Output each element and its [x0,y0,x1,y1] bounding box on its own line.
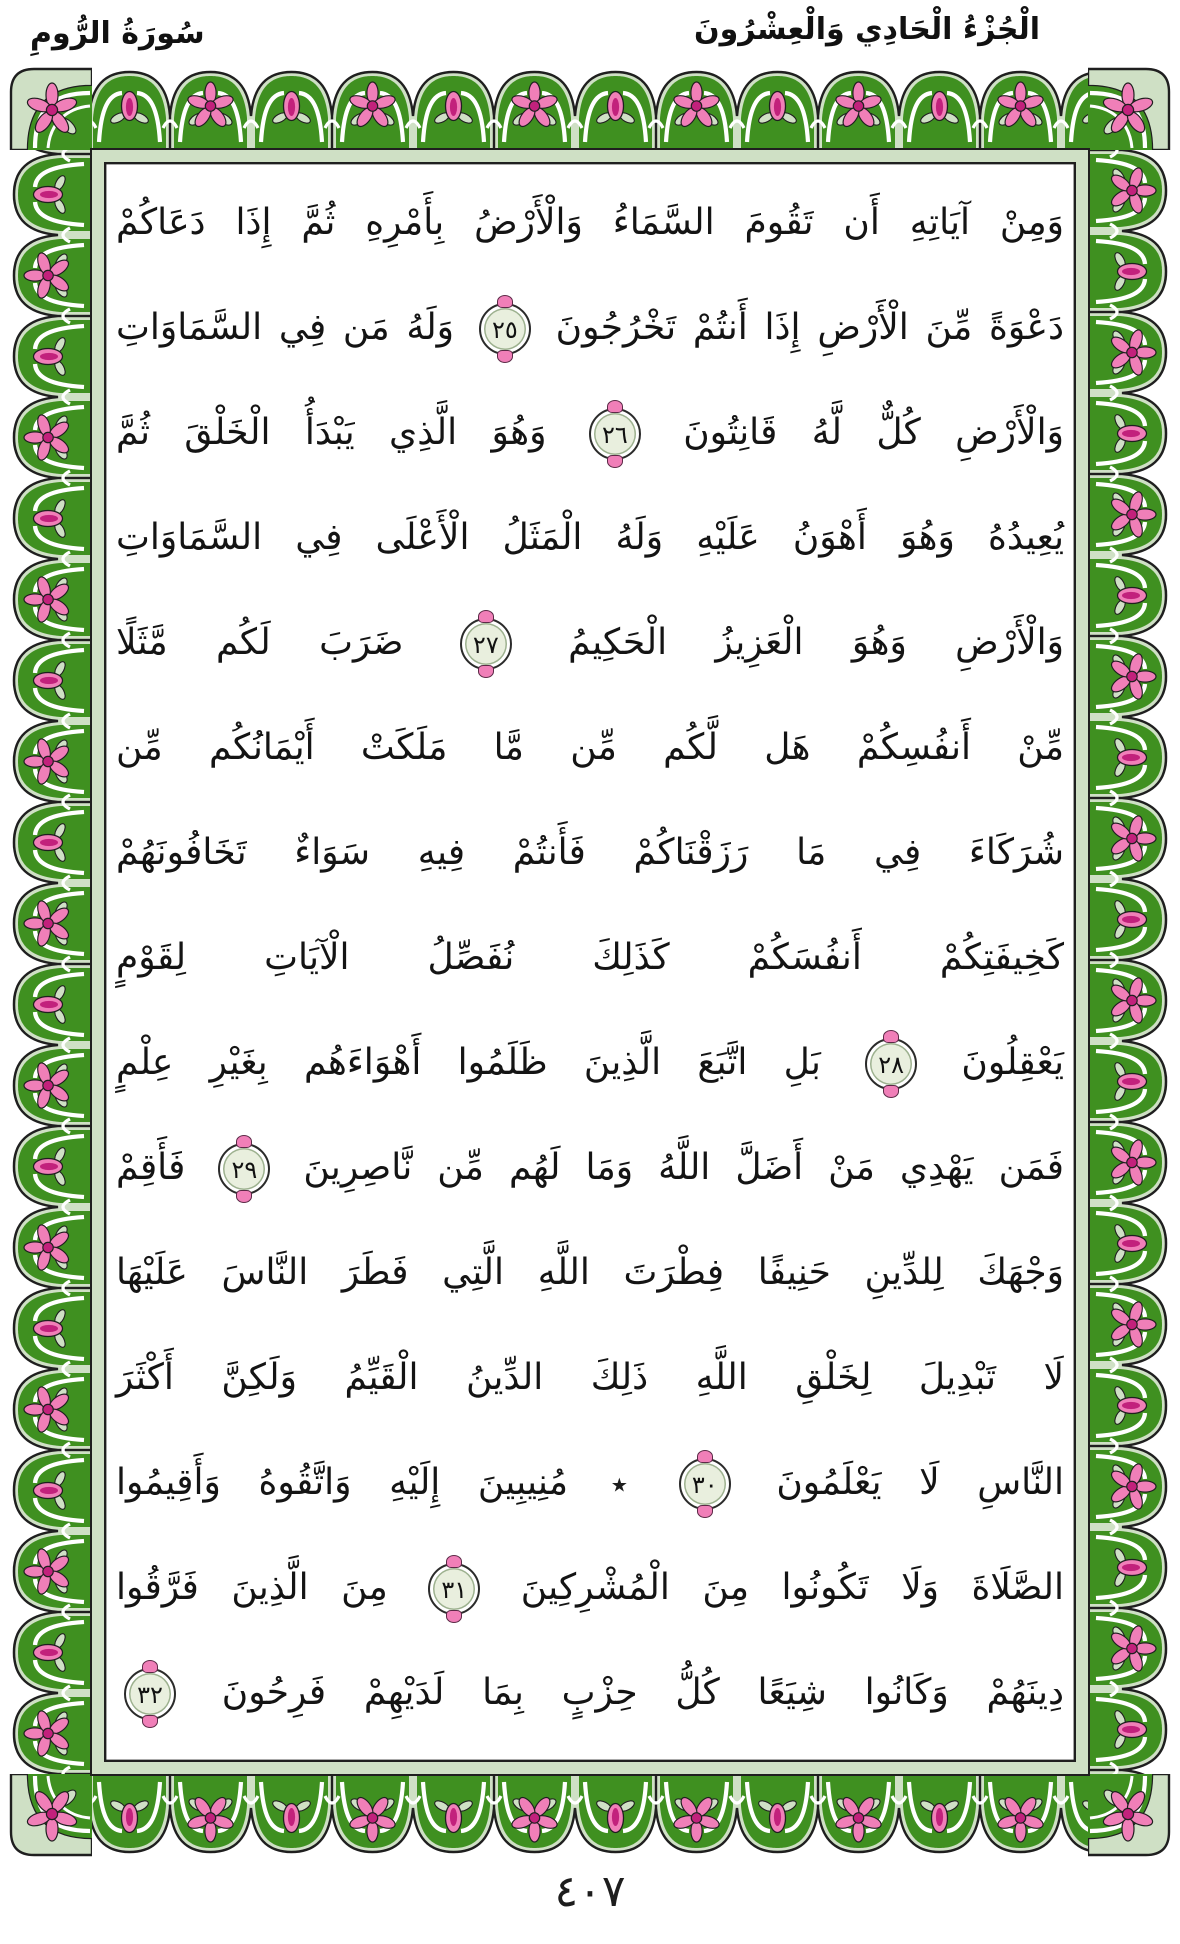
quran-line [116,1430,1064,1535]
ayah-text: فَمَن يَهْدِي مَنْ أَضَلَّ اللَّهُ وَمَا لَهُم مِّن نَّاصِرِينَ [303,1147,1064,1188]
verse-number: ٢٥ [491,316,518,344]
ayah-text: بَلِ اتَّبَعَ الَّذِينَ ظَلَمُوا أَهْوَاءَهُم بِغَيْرِ عِلْمٍ [116,1042,821,1083]
verse-marker [218,1143,270,1195]
surah-label: سُورَةُ الرُّومِ [30,16,205,51]
ayah-text: كَخِيفَتِكُمْ أَنفُسَكُمْ كَذَلِكَ نُفَصِّلُ الْآيَاتِ لِقَوْمٍ [116,937,1064,978]
verse-number: ٢٦ [601,421,628,449]
quran-line [116,1640,1064,1745]
quran-line [116,1220,1064,1325]
ayah-text: الصَّلَاةَ وَلَا تَكُونُوا مِنَ الْمُشْرِكِينَ [520,1567,1064,1608]
corner-flower-icon [1088,1774,1172,1858]
quran-line [116,905,1064,1010]
corner-flower-icon [8,66,92,150]
ayah-text: لَا تَبْدِيلَ لِخَلْقِ اللَّهِ ذَلِكَ الدِّينُ الْقَيِّمُ وَلَكِنَّ أَكْثَرَ [116,1357,1064,1398]
ayah-text: النَّاسِ لَا يَعْلَمُونَ [776,1462,1064,1503]
ayah-text: دَعْوَةً مِّنَ الْأَرْضِ إِذَا أَنتُمْ تَخْرُجُونَ [555,307,1065,348]
ayah-text: دِينَهُمْ وَكَانُوا شِيَعًا كُلُّ حِزْبٍ بِمَا لَدَيْهِمْ فَرِحُونَ [221,1672,1064,1713]
ayah-text: يُعِيدُهُ وَهُوَ أَهْوَنُ عَلَيْهِ وَلَهُ الْمَثَلُ الْأَعْلَى فِي السَّمَاوَاتِ [116,517,1064,558]
verse-number: ٣٠ [691,1471,718,1499]
border-right-band [1088,150,1172,1774]
ayah-text: ضَرَبَ لَكُم مَّثَلًا [116,622,404,663]
quran-line [116,800,1064,905]
quran-line [116,170,1064,275]
verse-marker [589,408,641,460]
hizb-marker-icon: ٭ [610,1464,629,1503]
verse-number: ٣١ [441,1576,468,1604]
ayah-text: وَهُوَ الَّذِي يَبْدَأُ الْخَلْقَ ثُمَّ [116,412,547,453]
verse-marker [679,1458,731,1510]
verse-marker [124,1668,176,1720]
quran-line [116,1535,1064,1640]
juz-label: الْجُزْءُ الْحَادِي وَالْعِشْرُونَ [694,12,1040,47]
quran-line [116,1325,1064,1430]
corner-flower-icon [8,1774,92,1858]
ayah-text: وَجْهَكَ لِلدِّينِ حَنِيفًا فِطْرَتَ اللَّهِ الَّتِي فَطَرَ النَّاسَ عَلَيْهَا [116,1252,1064,1293]
ayah-text: وَلَهُ مَن فِي السَّمَاوَاتِ [116,307,455,348]
quran-line [116,275,1064,380]
border-top-band [8,66,1172,150]
ayah-text: وَمِنْ آيَاتِهِ أَن تَقُومَ السَّمَاءُ وَالْأَرْضُ بِأَمْرِهِ ثُمَّ إِذَا دَعَاكُمْ [116,202,1064,243]
border-left-band [8,150,92,1774]
verse-number: ٢٨ [878,1051,905,1079]
verse-number: ٢٩ [231,1156,258,1184]
border-bottom-band [8,1774,1172,1858]
quran-line [116,1115,1064,1220]
quran-line [116,695,1064,800]
ayah-text: وَالْأَرْضِ وَهُوَ الْعَزِيزُ الْحَكِيمُ [568,622,1064,663]
verse-number: ٣٢ [137,1681,163,1709]
quran-text-area [116,170,1064,1745]
quran-line [116,1010,1064,1115]
ayah-text: فَأَقِمْ [116,1147,186,1188]
quran-line [116,380,1064,485]
ayah-text: شُرَكَاءَ فِي مَا رَزَقْنَاكُمْ فَأَنتُمْ فِيهِ سَوَاءٌ تَخَافُونَهُمْ [116,832,1064,873]
ayah-text: مِنَ الَّذِينَ فَرَّقُوا [116,1567,388,1608]
ayah-text: مُنِيبِينَ إِلَيْهِ وَاتَّقُوهُ وَأَقِيمُوا [116,1462,569,1503]
verse-marker [479,303,531,355]
verse-marker [460,618,512,670]
corner-flower-icon [1088,66,1172,150]
ayah-text: وَالْأَرْضِ كُلٌّ لَّهُ قَانِتُونَ [683,412,1064,453]
ayah-text: يَعْقِلُونَ [961,1042,1064,1083]
verse-marker [865,1038,917,1090]
quran-line [116,485,1064,590]
quran-line [116,590,1064,695]
verse-marker [428,1563,480,1615]
verse-number: ٢٧ [472,631,499,659]
page-number: ٤٠٧ [554,1866,626,1917]
ayah-text: مِّنْ أَنفُسِكُمْ هَل لَّكُم مِّن مَّا مَلَكَتْ أَيْمَانُكُم مِّن [116,727,1064,768]
